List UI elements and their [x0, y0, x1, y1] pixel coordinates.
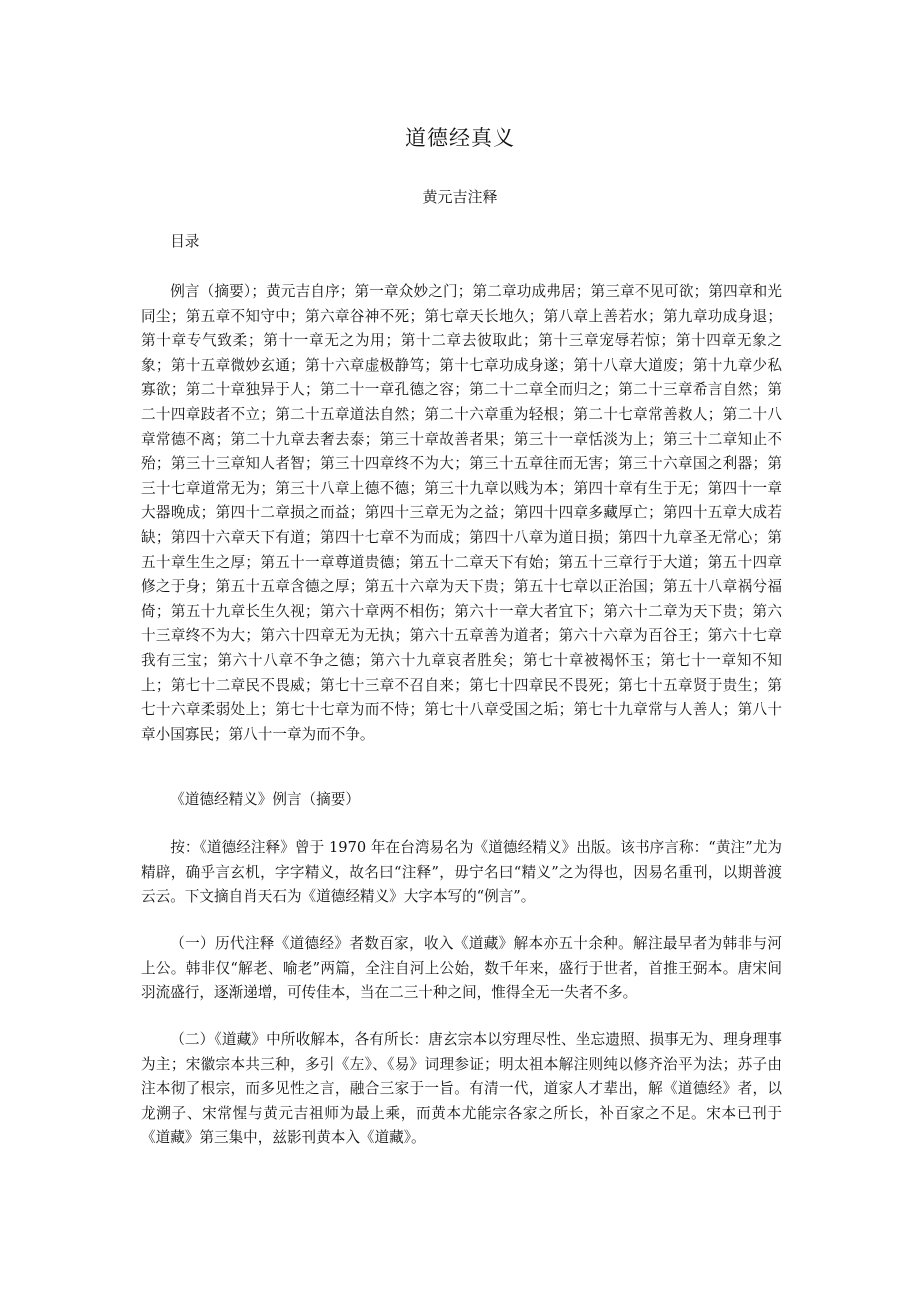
item-two-paragraph: （二）《道藏》中所收解本，各有所长：唐玄宗本以穷理尽性、坐忘遗照、损事无为、理身理事为主；宋徽宗本共三种，多引《左》、《易》词理参证；明太祖本解注则纯以修齐治平为法；苏子由注本彻了根宗，而多见性之言，融合三家于一旨。有清一代，道家人才辈出，解《道德经》者，以龙溯子、宋常惺与黄元吉祖师为最上乘，而黄本尤能宗各家之所长，补百家之不足。宋本已刊于《道藏》第三集中，兹影刊黄本入《道藏》。: [141, 1031, 782, 1147]
toc-heading: 目录: [170, 233, 200, 250]
preface-heading: 《道德经精义》例言（摘要）: [170, 791, 360, 808]
note-paragraph: 按：《道德经注释》曾于 1970 年在台湾易名为《道德经精义》出版。该书序言称：“黄注”尤为精辟，确乎言玄机，字字精义，故名曰“注释”，毋宁名曰“精义”之为得也，因易名重刊，以期普渡云云。下文摘自肖天石为《道德经精义》大字本写的“例言”。: [141, 839, 782, 906]
document-title: 道德经真义: [405, 126, 515, 150]
toc-paragraph: 例言（摘要）；黄元吉自序；第一章众妙之门；第二章功成弗居；第三章不见可欲；第四章和光同尘；第五章不知守中；第六章谷神不死；第七章天长地久；第八章上善若水；第九章功成身退；第十章专气致柔；第十一章无之为用；第十二章去彼取此；第十三章宠辱若惊；第十四章无象之象；第十五章微妙玄通；第十六章虚极静笃；第十七章功成身遂；第十八章大道废；第十九章少私寡欲；第二十章独异于人；第二十一章孔德之容；第二十二章全而归之；第二十三章希言自然；第二十四章跂者不立；第二十五章道法自然；第二十六章重为轻根；第二十七章常善救人；第二十八章常德不离；第二十九章去奢去泰；第三十章故善者果；第三十一章恬淡为上；第三十二章知止不殆；第三十三章知人者智；第三十四章终不为大；第三十五章往而无害；第三十六章国之利器；第三十七章道常无为；第三十八章上德不德；第三十九章以贱为本；第四十章有生于无；第四十一章大器晚成；第四十二章损之而益；第四十三章无为之益；第四十四章多藏厚亡；第四十五章大成若缺；第四十六章天下有道；第四十七章不为而成；第四十八章为道日损；第四十九章圣无常心；第五十章生生之厚；第五十一章尊道贵德；第五十二章天下有始；第五十三章行于大道；第五十四章修之于身；第五十五章含德之厚；第五十六章为天下贵；第五十七章以正治国；第五十八章祸兮福倚；第五十九章长生久视；第六十章两不相伤；第六十一章大者宜下；第六十二章为天下贵；第六十三章终不为大；第六十四章无为无执；第六十五章善为道者；第六十六章为百谷王；第六十七章我有三宝；第六十八章不争之德；第六十九章哀者胜矣；第七十章被褐怀玉；第七十一章知不知上；第七十二章民不畏威；第七十三章不召自来；第七十四章民不畏死；第七十五章贤于贵生；第七十六章柔弱处上；第七十七章为而不恃；第七十八章受国之垢；第七十九章常与人善人；第八十章小国寡民；第八十一章为而不争。: [141, 283, 782, 743]
document-author: 黄元吉注释: [422, 188, 498, 206]
item-one-paragraph: （一）历代注释《道德经》者数百家，收入《道藏》解本亦五十余种。解注最早者为韩非与河上公。韩非仅“解老、喻老”两篇，全注自河上公始，数千年来，盛行于世者，首推王弼本。唐宋间羽流盛行，逐渐递增，可传佳本，当在二三十种之间，惟得全无一失者不多。: [141, 935, 782, 1002]
